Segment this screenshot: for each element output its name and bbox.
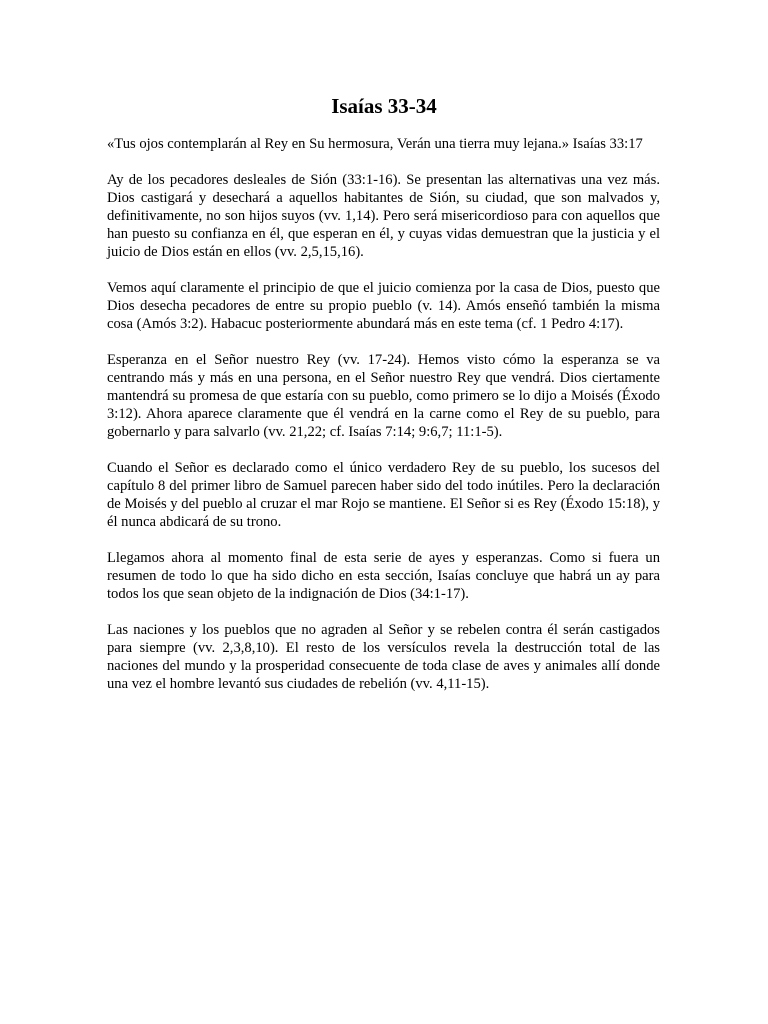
paragraph-epigraph: «Tus ojos contemplarán al Rey en Su hermosura, Verán una tierra muy lejana.» Isaías 33:17 bbox=[107, 136, 643, 152]
paragraph-unico-rey: Cuando el Señor es declarado como el único verdadero Rey de su pueblo, los sucesos del capítulo 8 del primer libro de Samuel parecen haber sido del todo inútiles. Pero la declaración de Moisés y del pueblo al cruzar el mar Rojo se mantiene. El Señor si es Rey (Éxodo 15:18), y él nunca abdicará de su trono. bbox=[107, 460, 660, 530]
document-body bbox=[107, 135, 660, 711]
paragraph-momento-final: Llegamos ahora al momento final de esta serie de ayes y esperanzas. Como si fuera un resumen de todo lo que ha sido dicho en esta sección, Isaías concluye que habrá un ay para todos los que sean objeto de la indignación de Dios (34:1-17). bbox=[107, 550, 660, 602]
paragraph-naciones: Las naciones y los pueblos que no agraden al Señor y se rebelen contra él serán castigados para siempre (vv. 2,3,8,10). El resto de los versículos revela la destrucción total de las naciones del mundo y la prosperidad consecuente de toda clase de aves y animales allí donde una vez el hombre levantó sus ciudades de rebelión (vv. 4,11-15). bbox=[107, 622, 660, 692]
page-title: Isaías 33-34 bbox=[331, 94, 437, 118]
paragraph-juicio-casa-dios: Vemos aquí claramente el principio de que el juicio comienza por la casa de Dios, puesto que Dios desecha pecadores de entre su propio pueblo (v. 14). Amós enseñó también la misma cosa (Amós 3:2). Habacuc posteriormente abundará más en este tema (cf. 1 Pedro 4:17). bbox=[107, 280, 660, 332]
paragraph-ay-pecadores: Ay de los pecadores desleales de Sión (33:1-16). Se presentan las alternativas una vez más. Dios castigará y desechará a aquellos habitantes de Sión, su ciudad, que son malvados y, definitivamente, no son hijos suyos (vv. 1,14). Pero será misericordioso para con aquellos que han puesto su confianza en él, que esperan en él, y cuyas vidas demuestran que la justicia y el juicio de Dios están en ellos (vv. 2,5,15,16). bbox=[107, 172, 660, 260]
paragraph-esperanza-rey: Esperanza en el Señor nuestro Rey (vv. 17-24). Hemos visto cómo la esperanza se va centrando más y más en una persona, en el Señor nuestro Rey que vendrá. Dios ciertamente mantendrá su promesa de que estaría con su pueblo, como primero se lo dijo a Moisés (Éxodo 3:12). Ahora aparece claramente que él vendrá en la carne como el Rey de su pueblo, para gobernarlo y para salvarlo (vv. 21,22; cf. Isaías 7:14; 9:6,7; 11:1-5). bbox=[107, 352, 660, 440]
